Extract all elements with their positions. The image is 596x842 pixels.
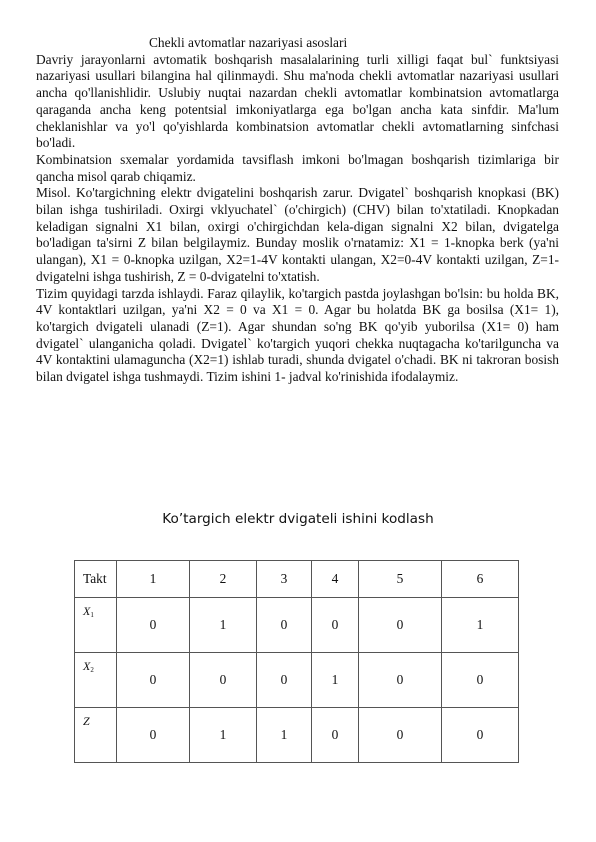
value-cell: 1 (190, 708, 257, 763)
paragraph-misol: Misol. Ko'targichning elektr dvigatelini boshqarish zarur. Dvigatel` boshqarish knopkasi (BK) bilan ishga tushiriladi. Oxirgi vklyuchatel` (o'chirgich) (CHV) bilan to'xtatiladi. Knopkadan keladigan signalni X1 bilan, oxirgi o'chirgichdan kela-digan signalni X2 bilan, dvigatelga bo'ladigan ta'sirni Z bilan belgilaymiz. Bunday moslik o'rnatamiz: X1 = 1-knopka berk (ya'ni ulangan), X1 = 0-knopka uzilgan, X2=1-4V kontakti ulangan, X2=0-4V kontakti uzilgan, Z=1-dvigatelni ishga tushirish, Z = 0-dvigatelni to'xtatish. (36, 185, 559, 284)
table-header-row (75, 561, 519, 598)
row-label-symbol: X (83, 604, 91, 618)
document-body (36, 35, 559, 386)
takt-cell: 5 (359, 561, 442, 598)
row-label-subscript: 1 (90, 611, 94, 619)
value-cell: 0 (312, 598, 359, 653)
row-label-symbol: X (83, 659, 91, 673)
value-cell: 1 (312, 653, 359, 708)
value-cell: 0 (117, 598, 190, 653)
table-caption: Ko’targich elektr dvigateli ishini kodlash (162, 511, 434, 527)
paragraph-intro: Davriy jarayonlarni avtomatik boshqarish masalalarining turli xilligi faqat bul` funktsiyasi nazariyasi usullari bilangina hal qilinmaydi. Shu ma'noda chekli avtomatlar nazariyasi usullari ancha qo'llanishlidir. Uslubiy nuqtai nazardan chekli avtomatlar kombinatsion avtomatlarga qaraganda ancha keng potentsial imkoniyatlarga ega bo'lgan ancha kata sinfdir. Ma'lum cheklanishlar va yo'l qo'yishlarda kombinatsion avtomatlar chekli avtomatlarning sinfchasi bo'ladi. (36, 51, 559, 151)
row-label-x1 (75, 598, 117, 653)
takt-cell: 1 (117, 561, 190, 598)
coding-table (74, 560, 519, 763)
value-cell: 0 (442, 708, 519, 763)
row-label-subscript: 2 (90, 666, 94, 674)
value-cell: 0 (117, 653, 190, 708)
value-cell: 0 (117, 708, 190, 763)
value-cell: 0 (312, 708, 359, 763)
takt-cell: 3 (257, 561, 312, 598)
paragraph-kombinatsion: Kombinatsion sxemalar yordamida tavsiflash imkoni bo'lmagan boshqarish tizimlariga bir qancha misol qarab chiqamiz. (36, 151, 559, 184)
document-title: Chekli avtomatlar nazariyasi asoslari (149, 35, 348, 50)
value-cell: 1 (257, 708, 312, 763)
paragraph-tizim: Tizim quyidagi tarzda ishlaydi. Faraz qilaylik, ko'targich pastda joylashgan bo'lsin: bu holda BK, 4V kontaktlari uzilgan, ya'ni X2 = 0 va X1 = 0. Agar bu holatda BK ga bosilsa (X1= 1), ko'targich dvigateli ulanadi (Z=1). Agar shundan so'ng BK qo'yib yuborilsa (X1= 0) ham dvigatel` ulanganicha qoladi. Dvigatel` ko'targich yuqori chekka nuqtagacha ko'tarilguncha va 4V kontaktini ulamaguncha (X2=1) ishlab turadi, shunda dvigatel o'chadi. BK ni takroran bosish bilan dvigatel ishga tushmaydi. Tizim ishini 1- jadval ko'rinishida ifodalaymiz. (36, 285, 559, 385)
takt-cell: 2 (190, 561, 257, 598)
table-row-x1 (75, 598, 519, 653)
value-cell: 1 (442, 598, 519, 653)
value-cell: 0 (359, 653, 442, 708)
table-row-z (75, 708, 519, 763)
value-cell: 0 (359, 598, 442, 653)
value-cell: 0 (442, 653, 519, 708)
takt-cell: 6 (442, 561, 519, 598)
row-label-x2 (75, 653, 117, 708)
table-row-x2 (75, 653, 519, 708)
value-cell: 0 (190, 653, 257, 708)
value-cell: 1 (190, 598, 257, 653)
row-label-z (75, 708, 117, 763)
row-label-symbol: Z (83, 714, 90, 728)
takt-cell: 4 (312, 561, 359, 598)
value-cell: 0 (359, 708, 442, 763)
header-label-cell: Takt (75, 561, 117, 598)
value-cell: 0 (257, 653, 312, 708)
value-cell: 0 (257, 598, 312, 653)
